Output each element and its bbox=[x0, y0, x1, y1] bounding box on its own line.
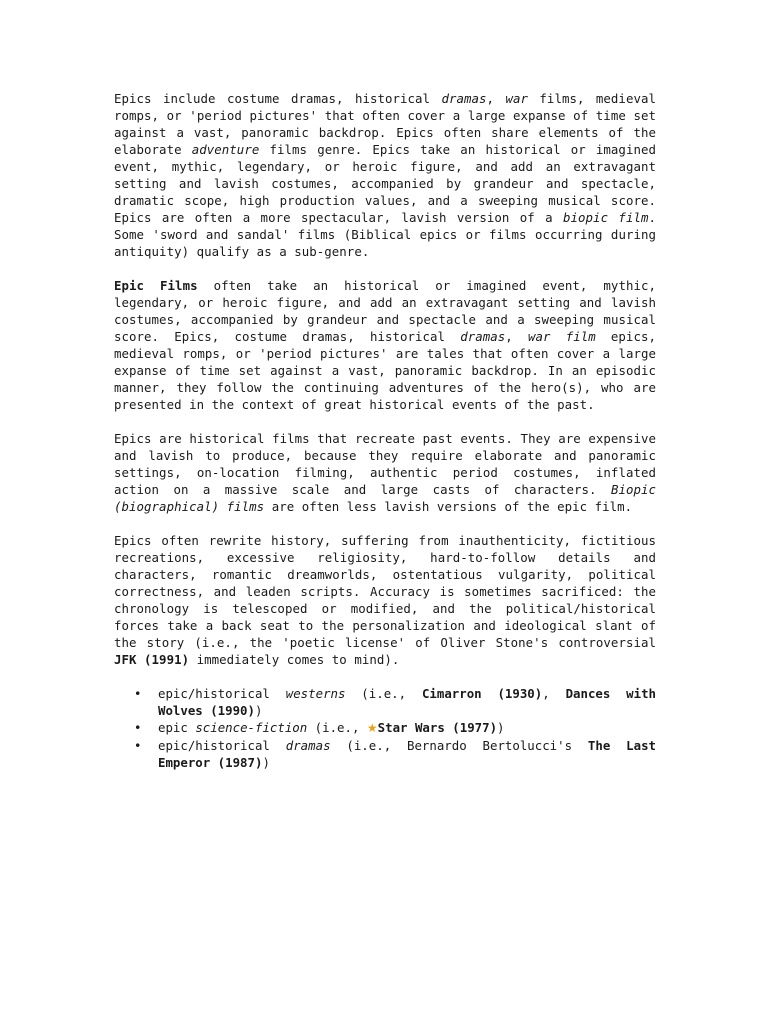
bullet-icon: • bbox=[134, 686, 142, 701]
italic-term: war film bbox=[527, 329, 596, 344]
bold-term: JFK (1991) bbox=[114, 652, 190, 667]
paragraph-rewrite-history: Epics often rewrite history, suffering from inauthenticity, fictitious recreations, excessive religiosity, hard-to-follow details and characters, romantic dreamworlds, ostentatious vulgarity, political correctness, and leaden scripts. Accuracy is sometimes sacrificed: the chronology is telescoped or modified, and the political/historical forces take a back seat to the personalization and ideological slant of the story (i.e., the 'poetic license' of Oliver Stone's controversial JFK (1991) immediately comes to mind). bbox=[114, 533, 656, 667]
paragraph-historical-films: Epics are historical films that recreate past events. They are expensive and lavish to produce, because they require elaborate and panoramic settings, on-location filming, authentic period costumes, inflated action on a massive scale and large casts of characters. Biopic (biographical) films are often less lavish versions of the epic film. bbox=[114, 431, 656, 514]
list-item: • epic/historical dramas (i.e., Bernardo Bertolucci's The Last Emperor (1987)) bbox=[134, 738, 656, 770]
italic-term: dramas bbox=[285, 738, 331, 753]
star-icon: ★ bbox=[366, 721, 378, 735]
document-page bbox=[114, 90, 656, 771]
italic-term: dramas bbox=[460, 329, 506, 344]
bold-term: Cimarron (1930) bbox=[421, 686, 543, 701]
bold-term: The Last Emperor (1987) bbox=[158, 738, 656, 770]
bold-term: Epic Films bbox=[114, 278, 198, 293]
italic-term: Biopic (biographical) films bbox=[114, 482, 656, 514]
italic-term: dramas bbox=[441, 91, 487, 106]
list-item: • epic science-fiction (i.e., ★Star Wars (1977)) bbox=[134, 720, 505, 735]
paragraph-epic-films: Epic Films often take an historical or imagined event, mythic, legendary, or heroic figure, and add an extravagant setting and lavish costumes, accompanied by grandeur and spectacle and a sweeping musical score. Epics, costume dramas, historical dramas, war film epics, medieval romps, or 'period pictures' are tales that often cover a large expanse of time set against a vast, panoramic backdrop. In an episodic manner, they follow the continuing adventures of the hero(s), who are presented in the context of great historical events of the past. bbox=[114, 278, 656, 412]
bold-term: Star Wars (1977) bbox=[377, 720, 498, 735]
italic-term: biopic film bbox=[563, 210, 649, 225]
bullet-icon: • bbox=[134, 720, 142, 735]
list-item: • epic/historical westerns (i.e., Cimarron (1930), Dances with Wolves (1990)) bbox=[134, 686, 657, 718]
italic-term: war bbox=[505, 91, 528, 106]
italic-term: adventure bbox=[191, 142, 260, 157]
paragraph-epics-include: Epics include costume dramas, historical dramas, war films, medieval romps, or 'period pictures' that often cover a large expanse of time set against a vast, panoramic backdrop. Epics often share elements of the elaborate adventure films genre. Epics take an historical or imagined event, mythic, legendary, or heroic figure, and add an extravagant setting and lavish costumes, accompanied by grandeur and spectacle, dramatic scope, high production values, and a sweeping musical score. Epics are often a more spectacular, lavish version of a biopic film. Some 'sword and sandal' films (Biblical epics or films occurring during antiquity) qualify as a sub-genre. bbox=[114, 91, 656, 259]
subgenre-list bbox=[114, 685, 656, 771]
italic-term: science-fiction bbox=[195, 720, 308, 735]
bold-term: Dances with Wolves (1990) bbox=[158, 686, 657, 718]
italic-term: westerns bbox=[285, 686, 346, 701]
bullet-icon: • bbox=[134, 738, 142, 753]
